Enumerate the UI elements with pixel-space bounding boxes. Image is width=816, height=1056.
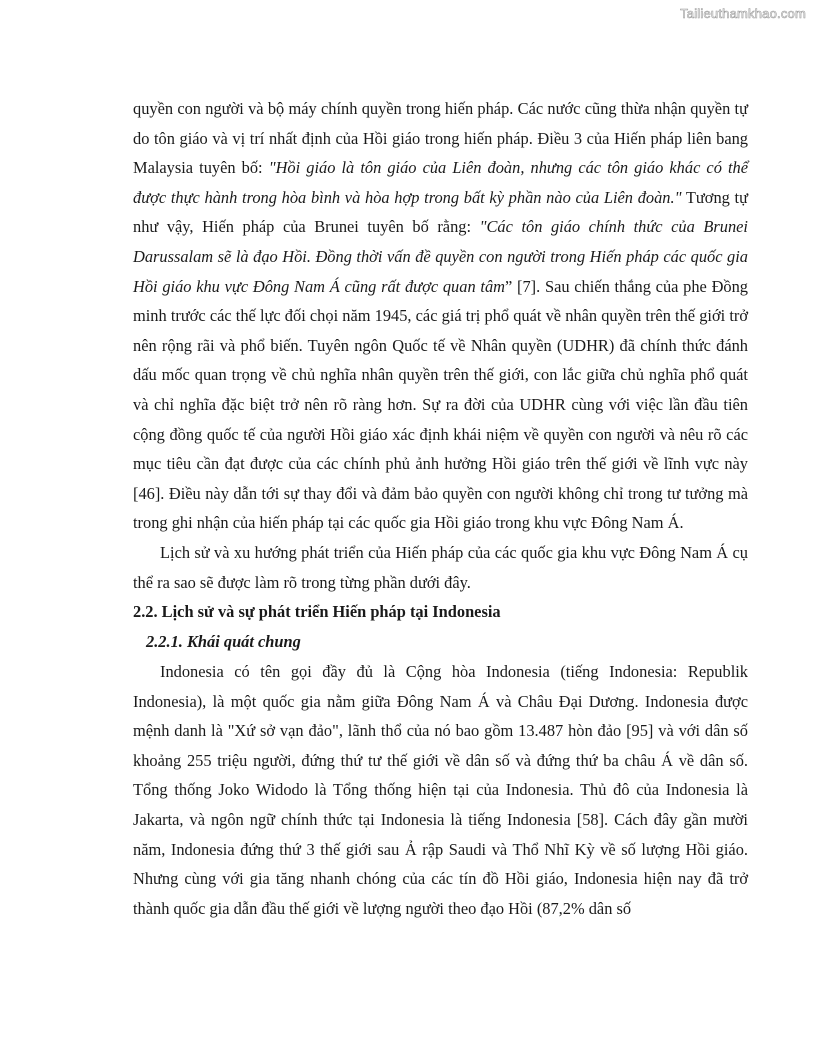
- paragraph-text: Tương tự như vậy, Hiến pháp của Brunei tuyên bố rằng:: [133, 187, 748, 237]
- subsection-heading-2-2-1: 2.2.1. Khái quát chung: [146, 632, 301, 652]
- paragraph-text: ” [7]. Sau chiến thắng của phe Đồng minh trước các thế lực đối chọi năm 1945, các giá trị phổ quát về nhân quyền trên thế giới trở nên rộng rãi và phổ biến. Tuyên ngôn Quốc tế về Nhân quyền (UDHR) đã chính thức đánh dấu mốc quan trọng về chủ nghĩa nhân quyền trên thế giới, con lắc giữa chủ nghĩa phổ quát và chỉ nghĩa đặc biệt trở nên rõ ràng hơn. Sự ra đời của UDHR cùng với việc lần đầu tiên cộng đồng quốc tế của người Hồi giáo xác định khái niệm về quyền con người và nêu rõ các mục tiêu cần đạt được của các chính phủ ảnh hưởng Hồi giáo trên thế giới về lĩnh vực này [46]. Điều này dẫn tới sự thay đổi và đảm bảo quyền con người không chỉ trong tư tưởng mà trong ghi nhận của hiến pháp tại các quốc gia Hồi giáo trong khu vực Đông Nam Á.: [133, 276, 749, 533]
- section-heading-2-2: 2.2. Lịch sử và sự phát triển Hiến pháp tại Indonesia: [133, 602, 501, 622]
- paragraph-constitution-rights: [133, 94, 748, 538]
- paragraph-history-trend: Lịch sử và xu hướng phát triển của Hiến pháp của các quốc gia khu vực Đông Nam Á cụ thể ra sao sẽ được làm rõ trong từng phần dưới đây.: [133, 542, 748, 592]
- malaysia-quote: "Hồi giáo là tôn giáo của Liên đoàn, nhưng các tôn giáo khác có thể được thực hành trong hòa bình và hòa hợp trong bất kỳ phần nào của Liên đoàn.": [133, 158, 749, 207]
- document-page: [133, 94, 748, 923]
- watermark: Tailieuthamkhao.com: [680, 6, 806, 21]
- paragraph-indonesia-overview: Indonesia có tên gọi đầy đủ là Cộng hòa Indonesia (tiếng Indonesia: Republik Indonesia), là một quốc gia nằm giữa Đông Nam Á và Châu Đại Dương. Indonesia được mệnh danh là "Xứ sở vạn đảo", lãnh thổ của nó bao gồm 13.487 hòn đảo [95] và với dân số khoảng 255 triệu người, đứng thứ tư thế giới về dân số và đứng thứ ba châu Á về dân số. Tổng thống Joko Widodo là Tổng thống hiện tại của Indonesia. Thủ đô của Indonesia là Jakarta, và ngôn ngữ chính thức tại Indonesia là tiếng Indonesia [58]. Cách đây gần mười năm, Indonesia đứng thứ 3 thế giới sau Ả rập Saudi và Thổ Nhĩ Kỳ về số lượng Hồi giáo. Nhưng cùng với gia tăng nhanh chóng của các tín đồ Hồi giáo, Indonesia hiện nay đã trở thành quốc gia dẫn đầu thế giới về lượng người theo đạo Hồi (87,2% dân số: [133, 662, 748, 918]
- paragraph-text: quyền con người và bộ máy chính quyền trong hiến pháp. Các nước cũng thừa nhận quyền tự do tôn giáo và vị trí nhất định của Hồi giáo trong hiến pháp. Điều 3 của Hiến pháp liên bang Malaysia tuyên bố:: [133, 99, 748, 178]
- brunei-quote: "Các tôn giáo chính thức của Brunei Darussalam sẽ là đạo Hồi. Đồng thời vấn đề quyền con người trong Hiến pháp các quốc gia Hồi giáo khu vực Đông Nam Á cũng rất được quan tâm: [133, 217, 748, 296]
